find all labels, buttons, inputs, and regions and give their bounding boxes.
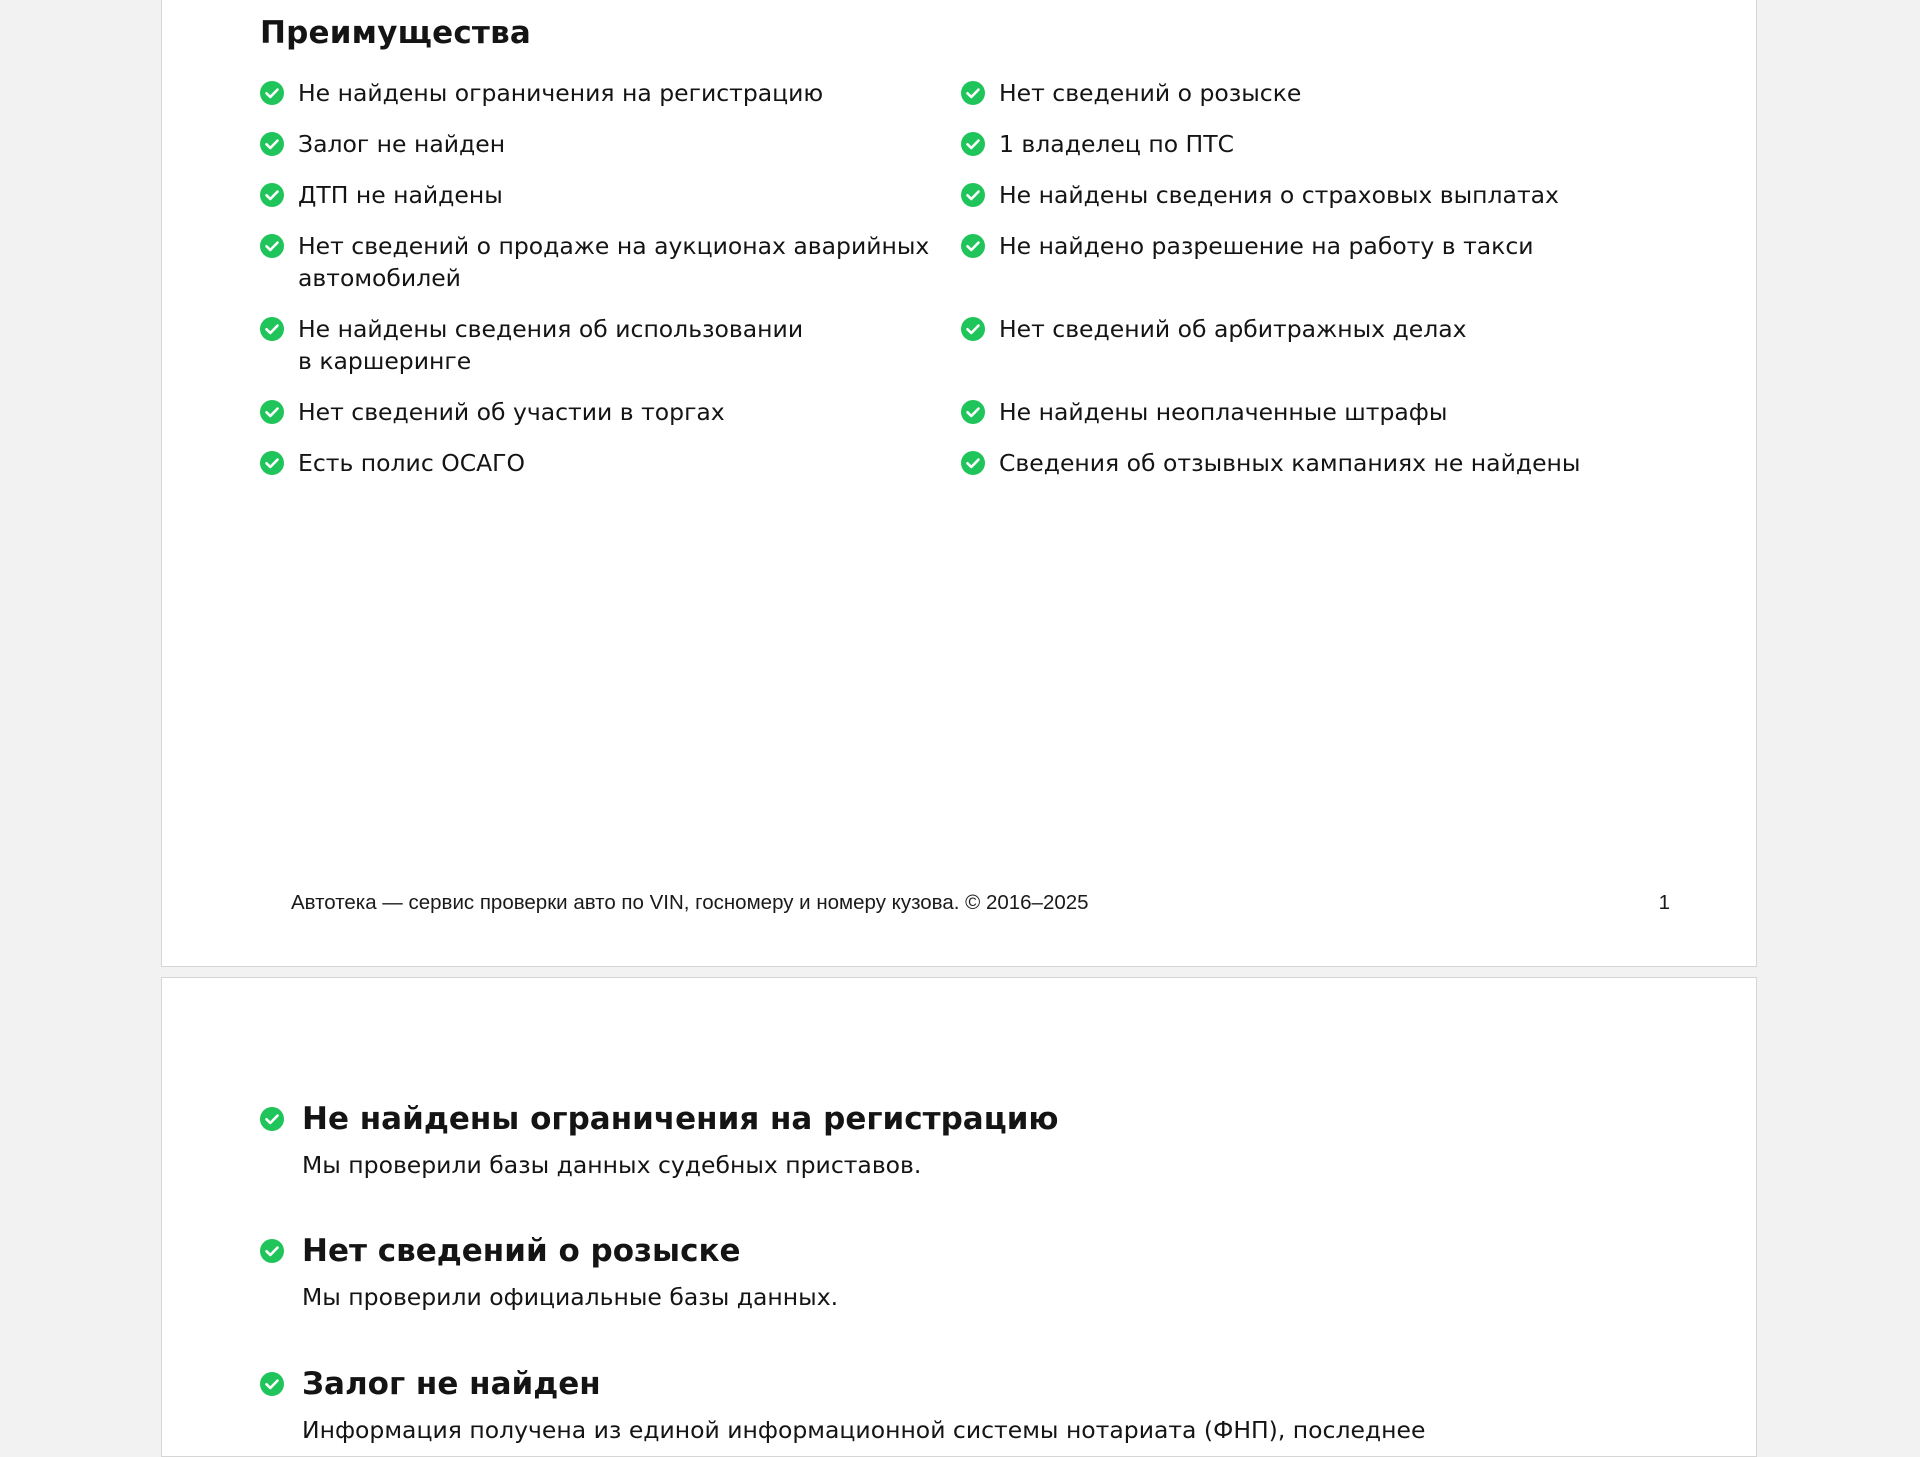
check-circle-icon bbox=[961, 400, 985, 424]
advantage-item bbox=[260, 447, 525, 479]
detail-block bbox=[260, 1099, 1660, 1181]
detail-title bbox=[260, 1231, 1660, 1271]
advantage-item bbox=[961, 230, 1534, 262]
check-circle-icon bbox=[260, 317, 284, 341]
detail-title bbox=[260, 1364, 1660, 1404]
check-circle-icon bbox=[260, 1372, 284, 1396]
check-circle-icon bbox=[260, 451, 284, 475]
advantage-text: Не найдены сведения о страховых выплатах bbox=[999, 181, 1559, 209]
check-circle-icon bbox=[961, 81, 985, 105]
advantage-text: Нет сведений об участии в торгах bbox=[298, 398, 725, 426]
advantage-text: ДТП не найдены bbox=[298, 181, 503, 209]
advantage-text: Не найдено разрешение на работу в такси bbox=[999, 232, 1534, 260]
advantage-item bbox=[260, 179, 503, 211]
advantage-text: Сведения об отзывных кампаниях не найдены bbox=[999, 449, 1581, 477]
check-circle-icon bbox=[260, 400, 284, 424]
advantage-item bbox=[961, 128, 1234, 160]
advantage-item bbox=[961, 313, 1467, 345]
advantage-item bbox=[260, 396, 725, 428]
advantage-text: Нет сведений о розыске bbox=[999, 79, 1302, 107]
page-footer: Автотека — сервис проверки авто по VIN, госномеру и номеру кузова. © 2016–2025 bbox=[291, 891, 1089, 914]
detail-block bbox=[260, 1364, 1660, 1446]
detail-block bbox=[260, 1231, 1660, 1313]
check-circle-icon bbox=[260, 132, 284, 156]
detail-description: Мы проверили официальные базы данных. bbox=[302, 1283, 839, 1311]
detail-title bbox=[260, 1099, 1660, 1139]
check-circle-icon bbox=[260, 1107, 284, 1131]
check-circle-icon bbox=[260, 81, 284, 105]
advantage-text: Нет сведений об арбитражных делах bbox=[999, 315, 1467, 343]
check-circle-icon bbox=[961, 132, 985, 156]
advantage-item bbox=[260, 230, 929, 294]
advantage-text: Не найдены сведения об использовании в каршеринге bbox=[298, 315, 804, 375]
check-circle-icon bbox=[260, 234, 284, 258]
detail-description: Мы проверили базы данных судебных приставов. bbox=[302, 1151, 922, 1179]
advantage-text: 1 владелец по ПТС bbox=[999, 130, 1234, 158]
check-circle-icon bbox=[961, 317, 985, 341]
advantage-item bbox=[961, 77, 1301, 109]
advantage-item bbox=[260, 77, 823, 109]
advantage-item bbox=[260, 128, 505, 160]
check-circle-icon bbox=[260, 1239, 284, 1263]
advantage-text: Есть полис ОСАГО bbox=[298, 449, 526, 477]
page-number: 1 bbox=[1658, 891, 1670, 914]
advantage-item bbox=[961, 179, 1559, 211]
detail-description: Информация получена из единой информационной системы нотариата (ФНП), последнее bbox=[302, 1416, 1426, 1444]
check-circle-icon bbox=[961, 234, 985, 258]
advantage-text: Не найдены неоплаченные штрафы bbox=[999, 398, 1448, 426]
check-circle-icon bbox=[961, 183, 985, 207]
report-page-2 bbox=[161, 977, 1757, 1457]
advantage-item bbox=[260, 313, 803, 377]
detail-title-text: Залог не найден bbox=[302, 1366, 601, 1402]
advantage-item bbox=[961, 396, 1447, 428]
advantages-heading: Преимущества bbox=[260, 15, 532, 51]
advantage-text: Залог не найден bbox=[298, 130, 506, 158]
advantage-text: Нет сведений о продаже на аукционах аварийных автомобилей bbox=[298, 232, 930, 292]
report-page-1 bbox=[161, 0, 1757, 967]
detail-title-text: Нет сведений о розыске bbox=[302, 1233, 741, 1269]
detail-title-text: Не найдены ограничения на регистрацию bbox=[302, 1101, 1059, 1137]
advantage-item bbox=[961, 447, 1580, 479]
check-circle-icon bbox=[961, 451, 985, 475]
check-circle-icon bbox=[260, 183, 284, 207]
advantage-text: Не найдены ограничения на регистрацию bbox=[298, 79, 824, 107]
